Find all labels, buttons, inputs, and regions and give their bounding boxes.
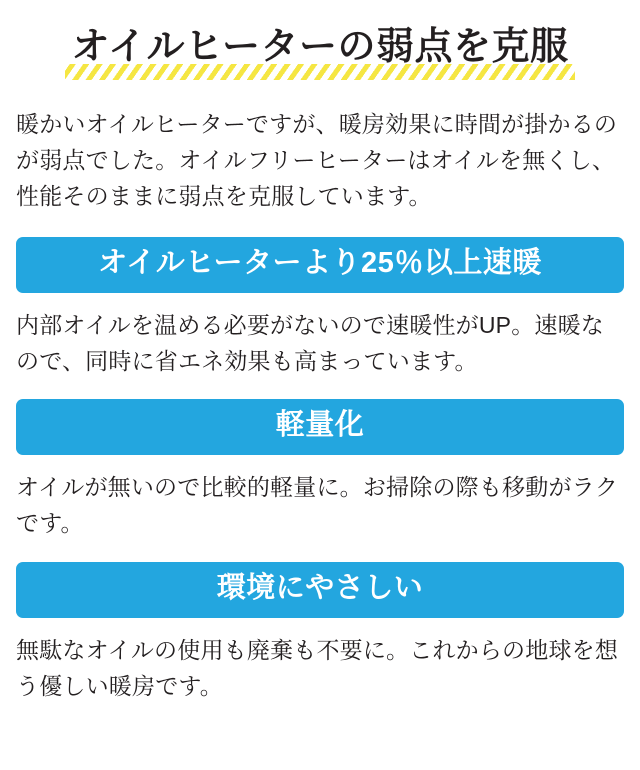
section-body-text: オイルが無いので比較的軽量に。お掃除の際も移動がラクです。 xyxy=(16,474,619,537)
section-body-text: 無駄なオイルの使用も廃棄も不要に。これからの地球を想う優しい暖房です。 xyxy=(16,636,619,699)
section-speed-heating xyxy=(16,237,624,380)
page-title-inner xyxy=(65,26,574,80)
section-body-text: 内部オイルを温める必要がないので速暖性がUP。速暖なので、同時に省エネ効果も高まっています。 xyxy=(16,311,605,374)
section-heading-bar: 環境にやさしい xyxy=(16,562,624,618)
page-title-block xyxy=(16,26,624,80)
page-title: オイルヒーターの弱点を克服 xyxy=(71,26,569,68)
section-heading-bar: オイルヒーターより25％以上速暖 xyxy=(16,237,624,293)
section-eco-friendly xyxy=(16,562,624,705)
intro-paragraph: 暖かいオイルヒーターですが、暖房効果に時間が掛かるのが弱点でした。オイルフリーヒーターはオイルを無くし、性能そのままに弱点を克服しています。 xyxy=(16,110,618,210)
section-heading-bar: 軽量化 xyxy=(16,399,624,455)
section-lightweight xyxy=(16,399,624,542)
